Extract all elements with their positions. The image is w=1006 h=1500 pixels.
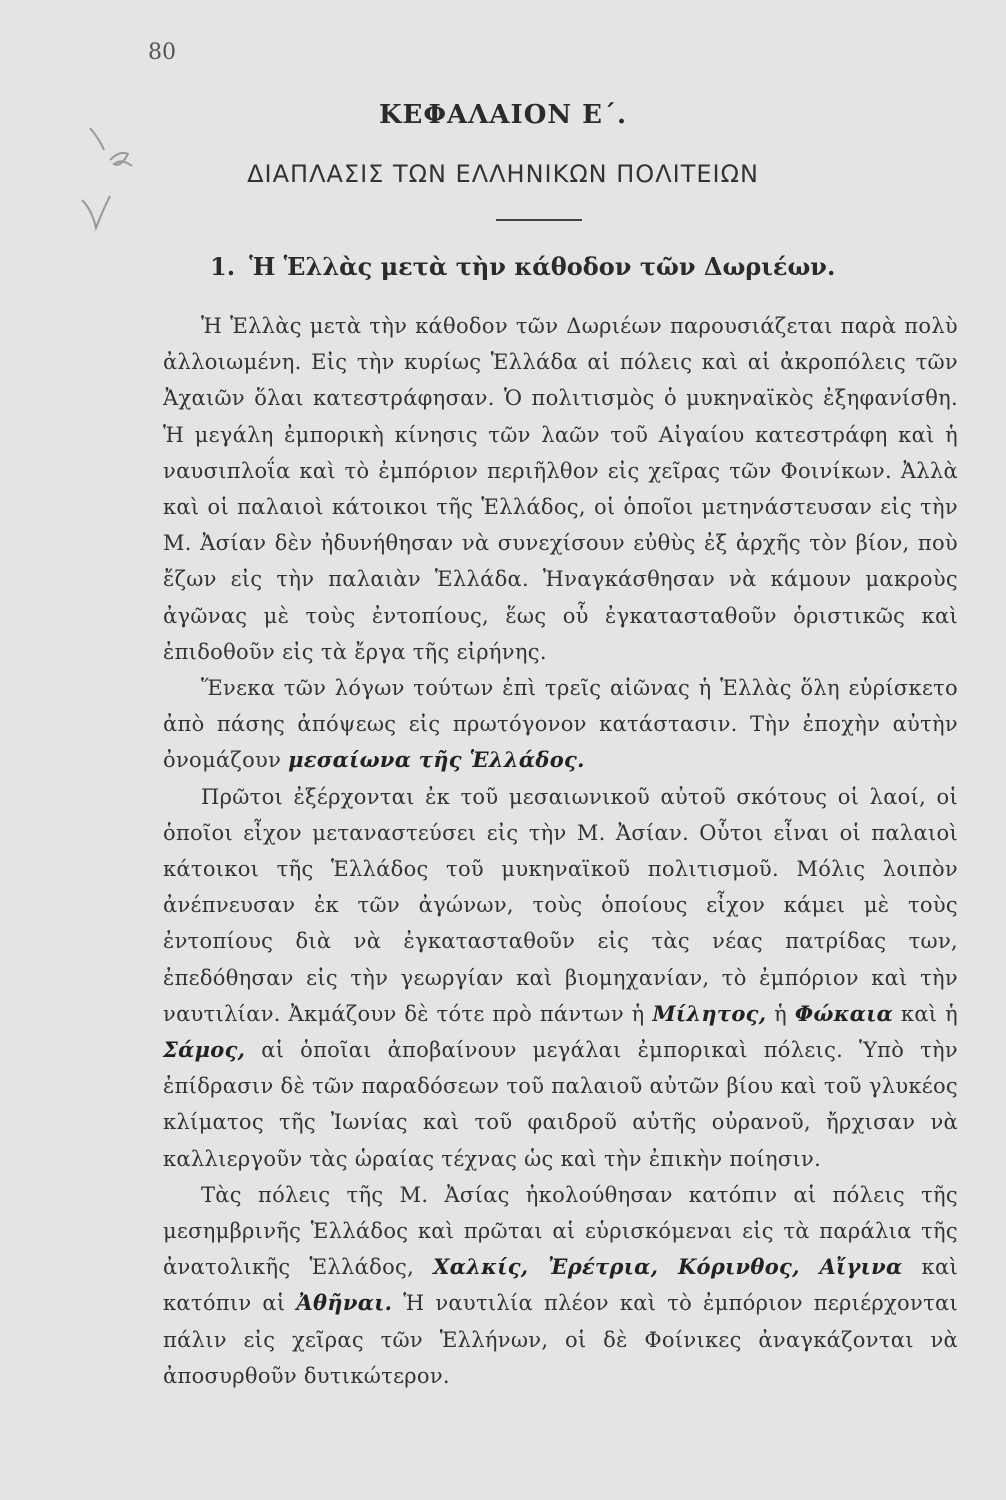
emphasized-text: Χαλκίς, Ἐρέτρια, Κόρινθος, Αἴγινα bbox=[433, 1254, 903, 1280]
paragraph bbox=[163, 1177, 958, 1394]
paragraph-text: Πρῶτοι ἐξέρχονται ἐκ τοῦ μεσαιωνικοῦ αὐτοῦ σκότους οἱ λαοί, οἱ ὁποῖοι εἶχον μεταναστεύσει εἰς τὴν Μ. Ἀσίαν. Οὗτοι εἶναι οἱ παλαιοὶ κάτοικοι τῆς Ἑλλάδος τοῦ μυκηναϊκοῦ πολιτισμοῦ. Μόλις λοιπὸν ἀνέπνευσαν ἐκ τῶν ἀγώνων, τοὺς ὁποίους εἶχον κάμει μὲ τοὺς ἐντοπίους διὰ νὰ ἐγκατασταθοῦν εἰς τὰς νέας πατρίδας των, ἐπεδόθησαν εἰς τὴν γεωργίαν καὶ βιομηχανίαν, τὸ ἐμπόριον καὶ τὴν ναυτιλίαν. Ἀκμάζουν δὲ τότε πρὸ πάντων ἡ bbox=[163, 784, 958, 1026]
paragraph-text: αἱ ὁποῖαι ἀποβαίνουν μεγάλαι ἐμπορικαὶ πόλεις. Ὑπὸ τὴν ἐπίδρασιν δὲ τῶν παραδόσεων τοῦ παλαιοῦ αὐτῶν βίου καὶ τοῦ γλυκέος κλίματος τῆς Ἰωνίας καὶ τοῦ φαιδροῦ αὐτῆς οὐρανοῦ, ἤρχισαν νὰ καλλιεργοῦν τὰς ὡραίας τέχνας ὡς καὶ τὴν ἐπικὴν ποίησιν. bbox=[163, 1038, 958, 1171]
paragraph-text: ἡ bbox=[766, 1001, 795, 1026]
section-title: Ἡ Ἑλλὰς μετὰ τὴν κάθοδον τῶν Δωριέων. bbox=[249, 252, 836, 281]
emphasized-text: Φώκαια bbox=[794, 1000, 894, 1026]
chapter-subtitle: ΔΙΑΠΛΑΣΙΣ ΤΩΝ ΕΛΛΗΝΙΚΩΝ ΠΟΛΙΤΕΙΩΝ bbox=[247, 160, 759, 188]
paragraph-text: καὶ κατόπιν αἱ bbox=[163, 1255, 958, 1316]
emphasized-text: Ἀθῆναι. bbox=[296, 1290, 393, 1316]
page-number: 80 bbox=[148, 40, 176, 65]
paragraph bbox=[163, 308, 958, 670]
paragraph-text: Ἡ ναυτιλία πλέον καὶ τὸ ἐμπόριον περιέρχονται πάλιν εἰς χεῖρας τῶν Ἑλλήνων, οἱ δὲ Φοίνικες ἀναγκάζονται νὰ ἀποσυρθοῦν δυτικώτερον. bbox=[163, 1291, 959, 1388]
paragraph-text: Ἕνεκα τῶν λόγων τούτων ἐπὶ τρεῖς αἰῶνας ἡ Ἑλλὰς ὅλη εὑρίσκετο ἀπὸ πάσης ἀπόψεως εἰς πρωτόγονον κατάστασιν. Τὴν ἐποχὴν αὐτὴν ὀνομάζουν bbox=[163, 676, 958, 773]
emphasized-text: μεσαίωνα τῆς Ἑλλάδος. bbox=[288, 747, 585, 773]
section-number: 1. bbox=[210, 252, 236, 281]
chapter-title: ΚΕΦΑΛΑΙΟΝ Ε΄. bbox=[378, 100, 628, 130]
emphasized-text: Σάμος, bbox=[163, 1037, 246, 1063]
paragraph-text: καὶ ἡ bbox=[893, 1001, 958, 1026]
paragraph bbox=[163, 779, 958, 1177]
body-text bbox=[163, 308, 958, 1394]
paragraph-text: Τὰς πόλεις τῆς Μ. Ἀσίας ἠκολούθησαν κατόπιν αἱ πόλεις τῆς μεσημβρινῆς Ἑλλάδος καὶ πρῶται αἱ εὑρισκόμεναι εἰς τὰ παράλια τῆς ἀνατολικῆς Ἑλλάδος, bbox=[163, 1182, 958, 1280]
paragraph bbox=[163, 670, 958, 779]
divider-rule bbox=[496, 219, 582, 221]
section-heading bbox=[210, 252, 835, 281]
paragraph-text: Ἡ Ἑλλὰς μετὰ τὴν κάθοδον τῶν Δωριέων παρουσιάζεται παρὰ πολὺ ἀλλοιωμένη. Εἰς τὴν κυρίως Ἑλλάδα αἱ πόλεις καὶ αἱ ἀκροπόλεις τῶν Ἀχαιῶν ὅλαι κατεστράφησαν. Ὁ πολιτισμὸς ὁ μυκηναϊκὸς ἐξηφανίσθη. Ἡ μεγάλη ἐμπορικὴ κίνησις τῶν λαῶν τοῦ Αἰγαίου κατεστράφη καὶ ἡ ναυσιπλοΐα καὶ τὸ ἐμπόριον περιῆλθον εἰς χεῖρας τῶν Φοινίκων. Ἀλλὰ καὶ οἱ παλαιοὶ κάτοικοι τῆς Ἑλλάδος, οἱ ὁποῖοι μετηνάστευσαν εἰς τὴν Μ. Ἀσίαν δὲν ἠδυνήθησαν νὰ συνεχίσουν εὐθὺς ἐξ ἀρχῆς τὸν βίον, ποὺ ἔζων εἰς τὴν παλαιὰν Ἑλλάδα. Ἠναγκάσθησαν νὰ κάμουν μακροὺς ἀγῶνας μὲ τοὺς ἐντοπίους, ἕως οὗ ἐγκατασταθοῦν ὁριστικῶς καὶ ἐπιδοθοῦν εἰς τὰ ἔργα τῆς εἰρήνης. bbox=[163, 314, 958, 664]
emphasized-text: Μίλητος, bbox=[652, 1000, 767, 1026]
